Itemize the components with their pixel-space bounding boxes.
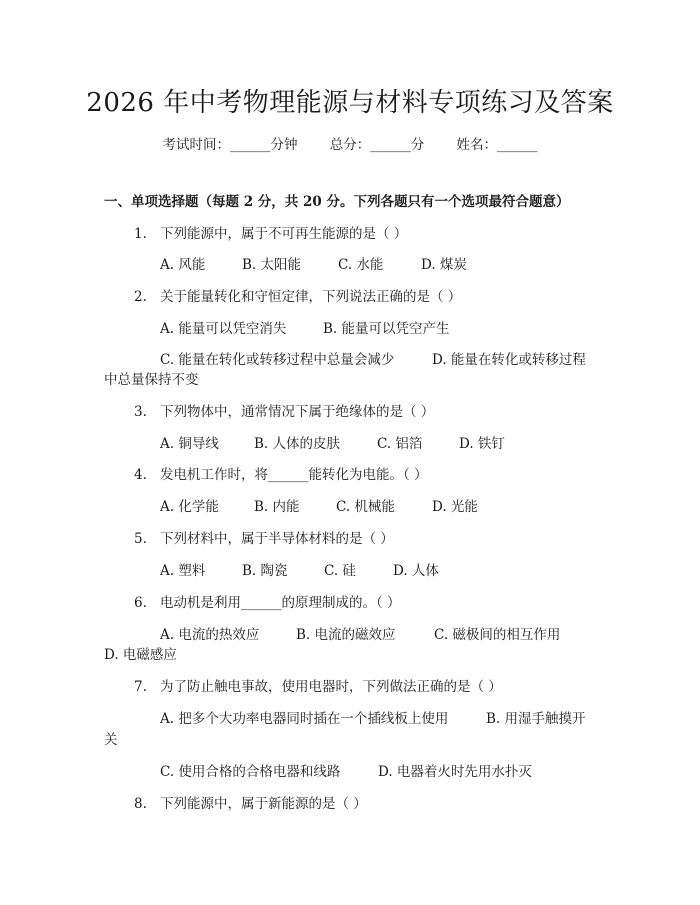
question-3-options <box>160 435 505 453</box>
question-7 <box>134 678 502 696</box>
question-number: 6. <box>134 595 147 611</box>
question-2-options-cd <box>160 351 586 369</box>
option-b: B. 太阳能 <box>242 257 302 273</box>
option-a: A. 化学能 <box>160 499 219 515</box>
option-c: C. 使用合格的合格电器和线路 <box>160 764 341 780</box>
question-text: 关于能量转化和守恒定律，下列说法正确的是（ ） <box>160 289 462 305</box>
option-d-wrapped: D. 电磁感应 <box>104 647 177 663</box>
option-d: D. 铁钉 <box>459 436 505 452</box>
question-2-options <box>160 320 450 338</box>
question-number: 8. <box>134 796 147 812</box>
question-text: 下列物体中，通常情况下属于绝缘体的是（ ） <box>160 404 435 420</box>
question-text: 发电机工作时，将______能转化为电能。（ ） <box>160 467 428 483</box>
question-5 <box>134 530 394 548</box>
question-number: 5. <box>134 531 147 547</box>
question-1-options <box>160 256 467 274</box>
question-5-options <box>160 562 439 580</box>
exam-time-field: 考试时间：______分钟 <box>162 137 298 153</box>
option-d-continued: 中总量保持不变 <box>104 372 199 388</box>
page-title: 2026 年中考物理能源与材料专项练习及答案 <box>86 88 614 118</box>
option-d: D. 电器着火时先用水扑灭 <box>378 764 532 780</box>
option-c: C. 机械能 <box>336 499 395 515</box>
option-d: D. 能量在转化或转移过程 <box>432 352 586 368</box>
question-2 <box>134 288 461 306</box>
question-number: 7. <box>134 679 147 695</box>
question-4 <box>134 466 428 484</box>
question-text: 下列材料中，属于半导体材料的是（ ） <box>160 531 394 547</box>
option-c: C. 水能 <box>338 257 384 273</box>
option-b: B. 能量可以凭空产生 <box>323 321 450 337</box>
option-a: A. 塑料 <box>160 563 206 579</box>
option-c: C. 磁极间的相互作用 <box>434 627 561 643</box>
option-b-continued: 关 <box>104 732 118 748</box>
option-c: C. 硅 <box>324 563 356 579</box>
option-a: A. 铜导线 <box>160 436 219 452</box>
question-number: 1. <box>134 226 147 242</box>
option-a: A. 把多个大功率电器同时插在一个插线板上使用 <box>160 711 449 727</box>
question-6 <box>134 594 401 612</box>
question-number: 2. <box>134 289 147 305</box>
question-number: 4. <box>134 467 147 483</box>
student-name-field: 姓名：______ <box>456 137 538 153</box>
option-a: A. 电流的热效应 <box>160 627 260 643</box>
option-c: C. 铝箔 <box>377 436 423 452</box>
option-d: D. 煤炭 <box>421 257 467 273</box>
question-7-options-cd <box>160 763 532 781</box>
question-1 <box>134 225 407 243</box>
option-b: B. 陶瓷 <box>242 563 288 579</box>
question-number: 3. <box>134 404 147 420</box>
question-7-options-ab <box>160 710 586 728</box>
option-b: B. 内能 <box>254 499 300 515</box>
question-3 <box>134 403 434 421</box>
question-6-options <box>160 626 560 644</box>
option-a: A. 风能 <box>160 257 206 273</box>
option-d: D. 光能 <box>432 499 478 515</box>
option-c: C. 能量在转化或转移过程中总量会减少 <box>160 352 395 368</box>
option-b: B. 人体的皮肤 <box>254 436 341 452</box>
section-heading: 一、单项选择题（每题 2 分，共 20 分。下列各题只有一个选项最符合题意） <box>104 194 570 210</box>
question-text: 电动机是利用______的原理制成的。（ ） <box>160 595 401 611</box>
question-text: 下列能源中，属于不可再生能源的是（ ） <box>160 226 408 242</box>
option-b: B. 用湿手触摸开 <box>486 711 586 727</box>
option-d: D. 人体 <box>393 563 439 579</box>
exam-meta <box>0 133 700 153</box>
question-text: 为了防止触电事故，使用电器时，下列做法正确的是（ ） <box>160 679 502 695</box>
total-score-field: 总分：______分 <box>329 137 425 153</box>
option-b: B. 电流的磁效应 <box>296 627 396 643</box>
question-4-options <box>160 498 478 516</box>
question-8 <box>134 795 367 813</box>
option-a: A. 能量可以凭空消失 <box>160 321 287 337</box>
question-text: 下列能源中，属于新能源的是（ ） <box>160 796 367 812</box>
